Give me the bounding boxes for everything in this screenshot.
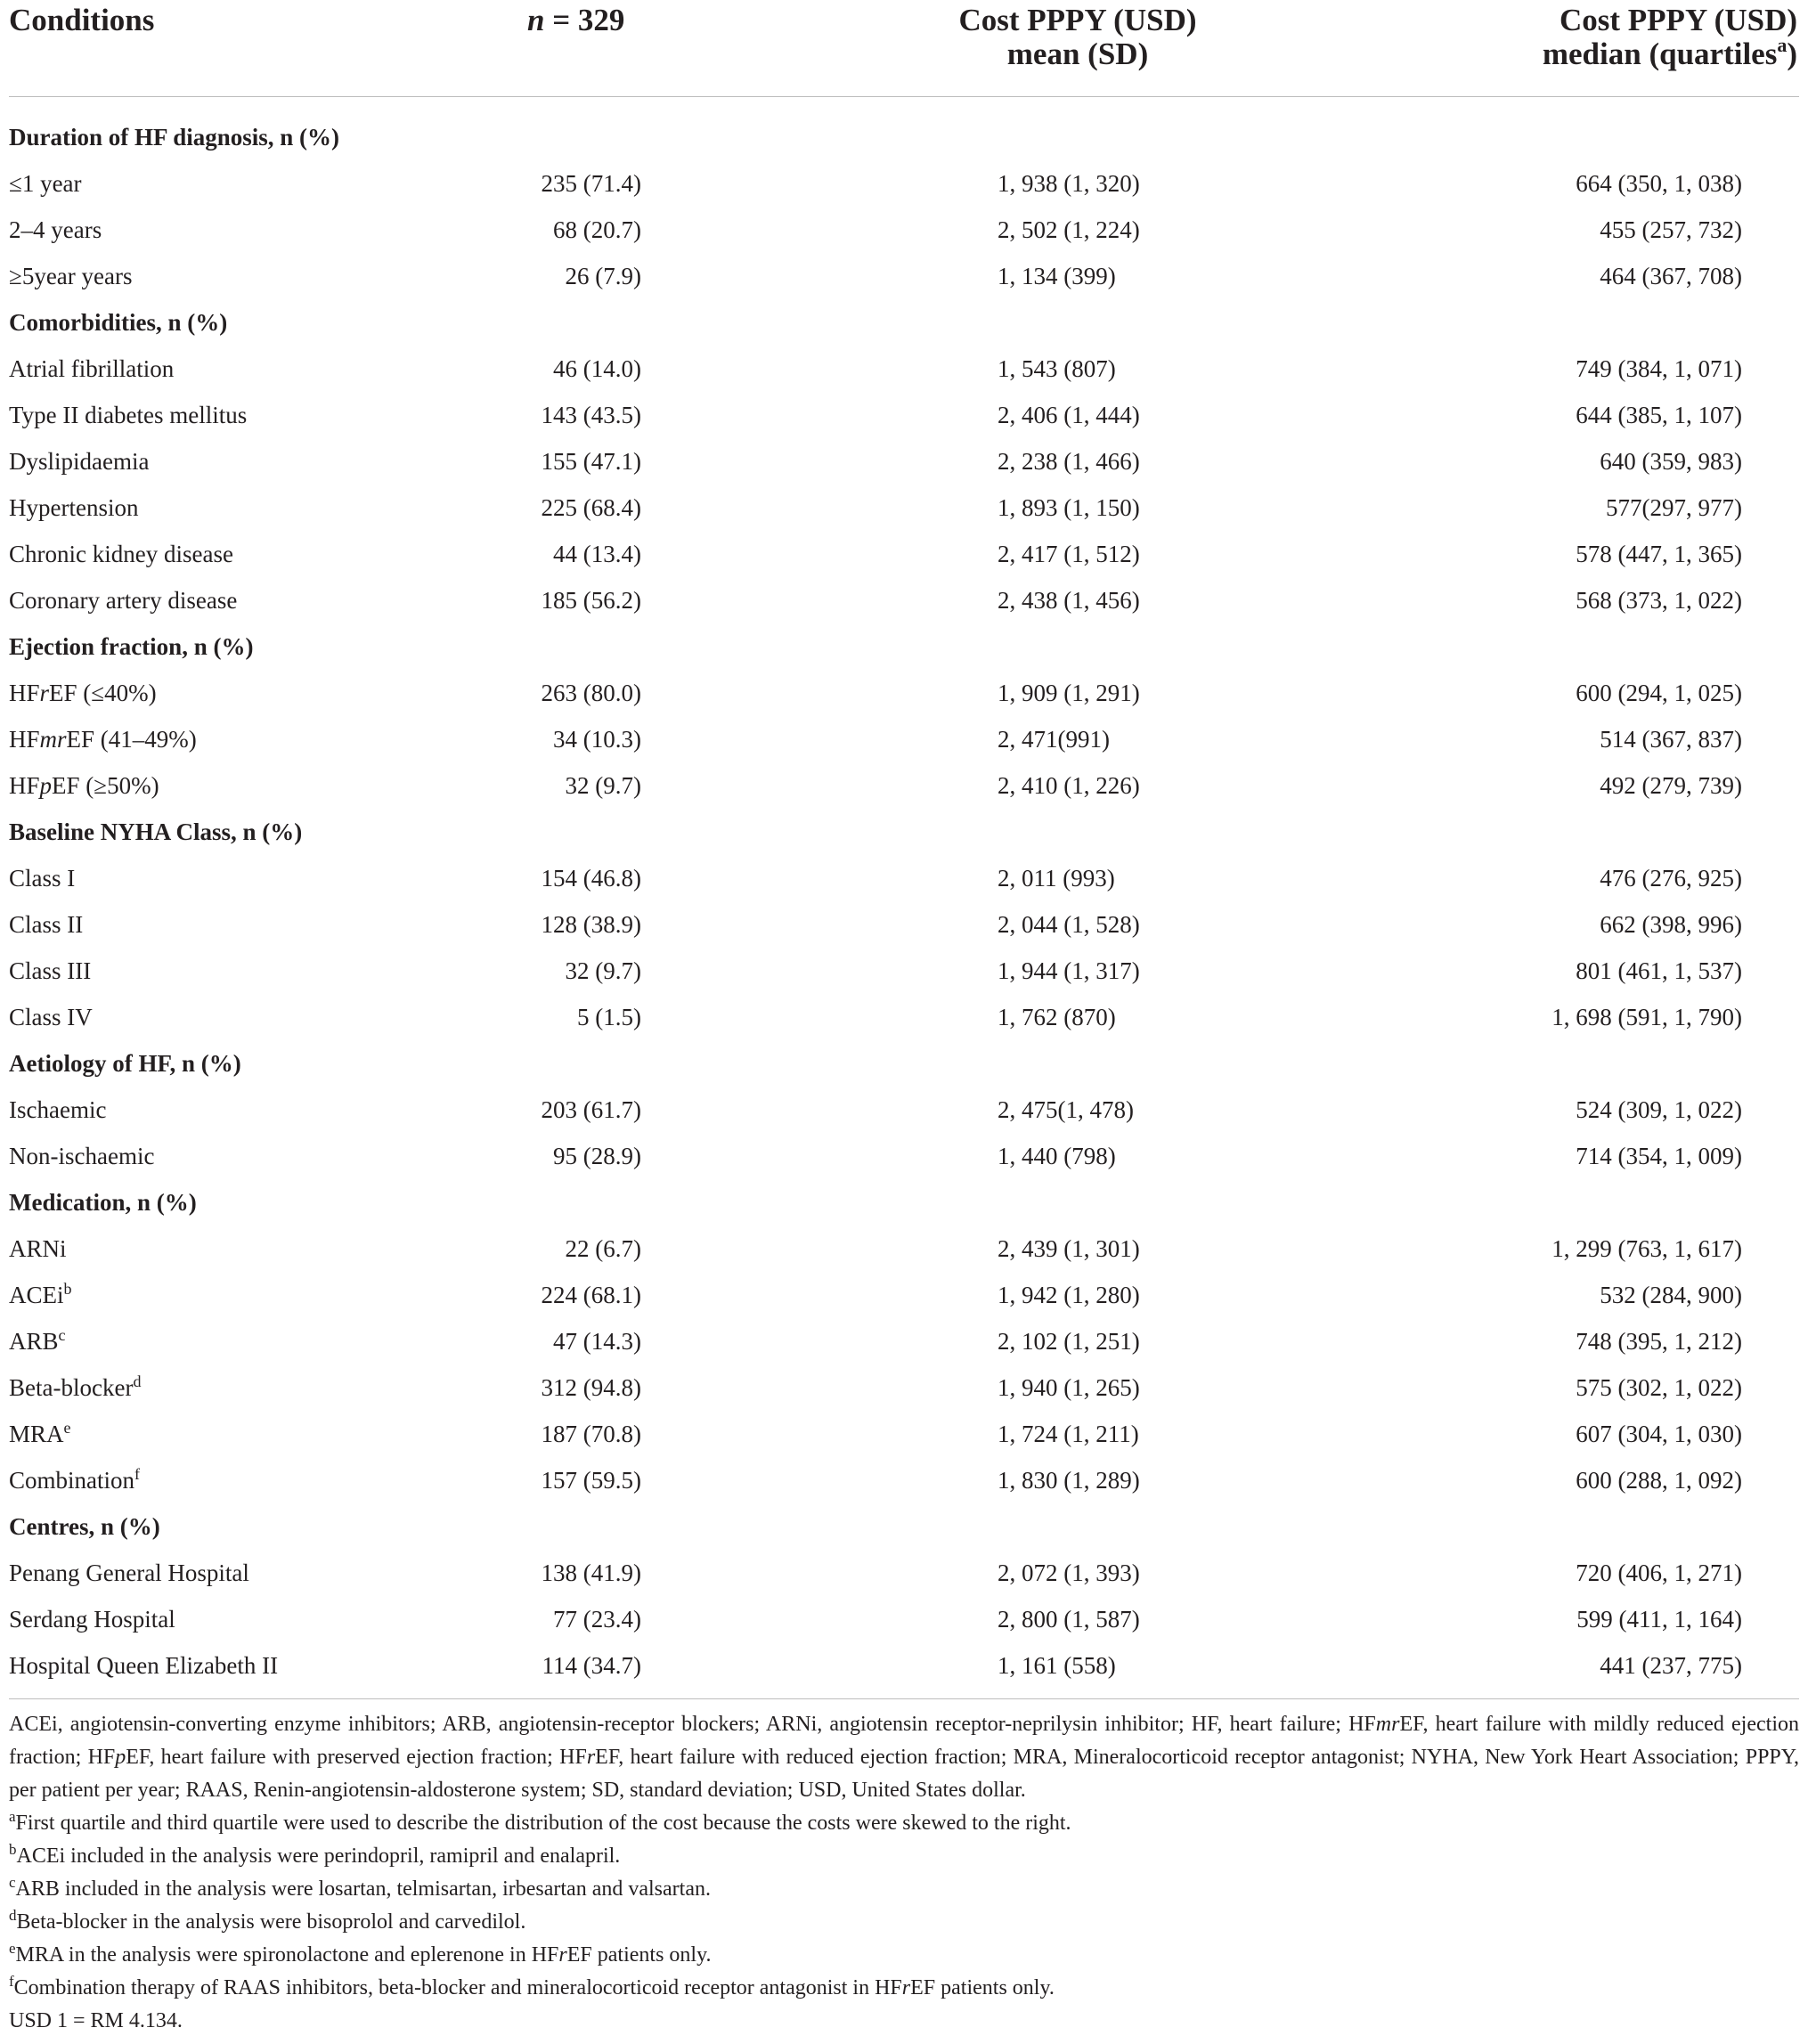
footnote-marker: e [63,1419,71,1437]
label-italic: p [39,772,53,799]
label-text: 2–4 years [9,216,102,243]
condition-label [9,716,197,762]
cost-median-cell: 749 (384, 1, 071) [1576,355,1742,382]
footnote-text: MRA in the analysis were spironolactone and eplerenone in HF [15,1943,559,1967]
section-title: Baseline NYHA Class, n (%) [9,818,303,845]
label-text: Class IV [9,1004,93,1030]
cost-mean-cell: 1, 161 (558) [998,1652,1116,1679]
count-percent-cell: 77 (23.4) [553,1606,641,1633]
cost-median-cell: 644 (385, 1, 107) [1576,402,1742,428]
cost-mean-cell: 2, 502 (1, 224) [998,216,1140,243]
label-text: Class II [9,911,84,938]
footnote-text: ACEi included in the analysis were perindopril, ramipril and enalapril. [16,1844,621,1868]
section-title: Centres, n (%) [9,1513,160,1540]
cost-mean-cell: 1, 543 (807) [998,355,1116,382]
condition-label [9,253,133,299]
label-text: Atrial fibrillation [9,355,175,382]
condition-label [9,1411,71,1457]
table-row [0,346,1808,392]
cost-mean-cell: 2, 800 (1, 587) [998,1606,1140,1633]
abbreviation-text: ACEi, angiotensin-converting enzyme inhibitors; ARB, angiotensin-receptor blockers; ARNi, angiotensin receptor-neprilysin inhibitor; HF, heart failure; HF [9,1713,1376,1736]
count-percent-cell: 95 (28.9) [553,1143,641,1169]
cost-median-cell: 600 (288, 1, 092) [1576,1467,1742,1494]
table-row [0,1272,1808,1318]
table-row [0,392,1808,438]
cost-mean-cell: 2, 102 (1, 251) [998,1328,1140,1355]
count-percent-cell: 224 (68.1) [541,1282,641,1308]
footnote-marker: b [9,1841,17,1858]
condition-label [9,1642,278,1689]
cost-median-cell: 532 (284, 900) [1600,1282,1742,1308]
table-row [0,762,1808,809]
footnote-marker: f [9,1973,14,1990]
count-percent-cell: 47 (14.3) [553,1328,641,1355]
cost-mean-cell: 1, 940 (1, 265) [998,1374,1140,1401]
table-row [0,531,1808,577]
footnote-text: EF patients only. [910,1976,1055,1999]
condition-label [9,346,174,392]
count-percent-cell: 157 (59.5) [541,1467,641,1494]
label-text: Chronic kidney disease [9,541,233,567]
condition-label [9,1133,154,1179]
count-percent-cell: 143 (43.5) [541,402,641,428]
table-row [0,1550,1808,1596]
footnote-text: Beta-blocker in the analysis were bisoprolol and carvedilol. [16,1910,526,1934]
label-text: EF (41–49%) [66,726,197,753]
cost-mean-cell: 1, 944 (1, 317) [998,957,1140,984]
footnote-text: USD 1 = RM 4.134. [9,2009,183,2032]
cost-median-cell: 492 (279, 739) [1600,772,1742,799]
abbreviation-text: EF, heart failure with reduced ejection fraction; MRA, Mineralocorticoid receptor antagonist; NYHA, New York Heart Association; PPPY, per patient per year; RAAS, Renin-angiotensin-aldosterone system; SD, standard deviation; USD, United States dollar. [9,1746,1800,1802]
condition-label [9,392,247,438]
section-title: Duration of HF diagnosis, n (%) [9,124,340,151]
footnote [9,2005,1799,2038]
condition-label [9,901,83,948]
cost-median-cell: 599 (411, 1, 164) [1576,1606,1742,1633]
cost-mean-cell: 2, 471(991) [998,726,1110,753]
header-n-value: = 329 [544,3,625,37]
section-title: Comorbidities, n (%) [9,309,228,336]
footnotes-list [9,1807,1799,2038]
count-percent-cell: 154 (46.8) [541,865,641,892]
label-text: Coronary artery disease [9,587,238,614]
header-sample-size [527,4,624,37]
section-header-row [0,1040,1808,1087]
condition-label [9,531,233,577]
count-percent-cell: 312 (94.8) [541,1374,641,1401]
cost-median-cell: 1, 698 (591, 1, 790) [1551,1004,1742,1030]
header-cost-median-line2 [1542,34,1797,71]
table-row [0,1364,1808,1411]
cost-mean-cell: 2, 011 (993) [998,865,1115,892]
condition-label [9,1087,106,1133]
cost-median-cell: 575 (302, 1, 022) [1576,1374,1742,1401]
label-text: ACEi [9,1282,64,1308]
cost-mean-cell: 1, 909 (1, 291) [998,680,1140,706]
table-row [0,901,1808,948]
cost-median-cell: 748 (395, 1, 212) [1576,1328,1742,1355]
cost-median-cell: 662 (398, 996) [1600,911,1742,938]
cost-mean-cell: 2, 238 (1, 466) [998,448,1140,475]
footnote-text: First quartile and third quartile were used to describe the distribution of the cost because the costs were skewed to the right. [15,1812,1071,1835]
table-row [0,1226,1808,1272]
table-row [0,948,1808,994]
count-percent-cell: 155 (47.1) [541,448,641,475]
label-text: EF (≤40%) [49,680,157,706]
table-row [0,1596,1808,1642]
cost-median-cell: 464 (367, 708) [1600,263,1742,289]
count-percent-cell: 22 (6.7) [565,1235,641,1262]
condition-label [9,207,102,253]
cost-mean-cell: 2, 439 (1, 301) [998,1235,1140,1262]
cost-median-cell: 714 (354, 1, 009) [1576,1143,1742,1169]
count-percent-cell: 34 (10.3) [553,726,641,753]
table-row [0,855,1808,901]
table-row [0,438,1808,485]
condition-label [9,1272,72,1318]
label-text: HF [9,680,40,706]
footnote-marker: b [63,1280,72,1298]
cost-mean-cell: 1, 938 (1, 320) [998,170,1140,197]
section-header-row [0,299,1808,346]
header-median-close: ) [1787,37,1797,71]
count-percent-cell: 263 (80.0) [541,680,641,706]
label-text: Combination [9,1467,134,1494]
count-percent-cell: 203 (61.7) [541,1096,641,1123]
abbreviation-text: EF, heart failure with mildly reduced ejection fraction; HF [9,1713,1799,1769]
count-percent-cell: 32 (9.7) [565,772,641,799]
table-row [0,1457,1808,1503]
cost-median-cell: 664 (350, 1, 038) [1576,170,1742,197]
section-title: Aetiology of HF, n (%) [9,1050,241,1077]
condition-label [9,160,82,207]
cost-median-cell: 441 (237, 775) [1600,1652,1742,1679]
abbreviation-italic: mr [1375,1713,1400,1736]
footnote [9,1807,1799,1840]
table-row [0,1642,1808,1689]
footnote [9,1840,1799,1873]
label-text: Ischaemic [9,1096,107,1123]
footnote [9,1972,1799,2005]
label-text: ≤1 year [9,170,82,197]
footnote [9,1873,1799,1906]
table-row [0,670,1808,716]
cost-median-cell: 720 (406, 1, 271) [1576,1559,1742,1586]
footnote-text: EF patients only. [566,1943,712,1967]
cost-mean-cell: 1, 440 (798) [998,1143,1116,1169]
header-cost-median-line1: Cost PPPY (USD) [1560,3,1797,37]
condition-label [9,438,149,485]
section-header-row [0,809,1808,855]
footnote [9,1939,1799,1972]
header-conditions: Conditions [9,3,155,37]
count-percent-cell: 5 (1.5) [577,1004,641,1030]
condition-label [9,1226,67,1272]
label-text: Penang General Hospital [9,1559,249,1586]
cost-mean-cell: 1, 893 (1, 150) [998,494,1140,521]
cost-mean-cell: 1, 942 (1, 280) [998,1282,1140,1308]
count-percent-cell: 114 (34.7) [542,1652,641,1679]
label-text: Serdang Hospital [9,1606,175,1633]
condition-label [9,1596,175,1642]
abbreviations-note [9,1708,1799,1807]
condition-label [9,994,93,1040]
cost-mean-cell: 2, 410 (1, 226) [998,772,1140,799]
condition-label [9,948,91,994]
header-n-symbol: n [527,3,545,37]
cost-median-cell: 524 (309, 1, 022) [1576,1096,1742,1123]
footnote-marker: a [1777,34,1788,56]
count-percent-cell: 44 (13.4) [553,541,641,567]
abbreviation-text: EF, heart failure with preserved ejection fraction; HF [126,1746,587,1769]
footnote-marker: a [9,1808,16,1825]
footnote-text: Combination therapy of RAAS inhibitors, beta-blocker and mineralocorticoid receptor antagonist in HF [13,1976,902,1999]
cost-median-cell: 514 (367, 837) [1600,726,1742,753]
table-row [0,1318,1808,1364]
cost-mean-cell: 1, 134 (399) [998,263,1116,289]
section-header-row [0,1503,1808,1550]
table-row [0,1133,1808,1179]
table-row [0,994,1808,1040]
count-percent-cell: 32 (9.7) [565,957,641,984]
condition-label [9,1550,249,1596]
count-percent-cell: 46 (14.0) [553,355,641,382]
cost-median-cell: 607 (304, 1, 030) [1576,1421,1742,1447]
label-text: ARB [9,1328,59,1355]
section-header-row [0,1179,1808,1226]
footnote-marker: d [9,1907,17,1924]
label-text: Class I [9,865,76,892]
abbreviation-italic: r [586,1746,596,1769]
table-row [0,716,1808,762]
label-text: MRA [9,1421,64,1447]
label-text: Beta-blocker [9,1374,134,1401]
header-median-text: median (quartiles [1542,37,1778,71]
table-row [0,577,1808,623]
label-italic: mr [39,726,67,753]
footnote-marker: c [58,1326,66,1344]
cost-median-cell: 568 (373, 1, 022) [1576,587,1742,614]
count-percent-cell: 185 (56.2) [541,587,641,614]
count-percent-cell: 187 (70.8) [541,1421,641,1447]
cost-mean-cell: 2, 044 (1, 528) [998,911,1140,938]
label-text: HF [9,772,40,799]
condition-label [9,1457,140,1503]
header-cost-mean [908,4,1247,71]
cost-median-cell: 600 (294, 1, 025) [1576,680,1742,706]
table-row [0,253,1808,299]
cost-mean-cell: 2, 406 (1, 444) [998,402,1140,428]
table-row [0,207,1808,253]
footnote-italic: r [558,1943,567,1967]
count-percent-cell: 138 (41.9) [541,1559,641,1586]
cost-median-cell: 577(297, 977) [1606,494,1742,521]
label-text: Type II diabetes mellitus [9,402,248,428]
cost-mean-cell: 1, 724 (1, 211) [998,1421,1139,1447]
condition-label [9,1364,141,1411]
footnote-italic: r [901,1976,911,1999]
count-percent-cell: 128 (38.9) [541,911,641,938]
footnote-text: ARB included in the analysis were losartan, telmisartan, irbesartan and valsartan. [15,1877,711,1901]
count-percent-cell: 68 (20.7) [553,216,641,243]
section-title: Ejection fraction, n (%) [9,633,254,660]
table-row [0,160,1808,207]
cost-median-cell: 476 (276, 925) [1600,865,1742,892]
count-percent-cell: 225 (68.4) [541,494,641,521]
label-text: Class III [9,957,92,984]
abbreviation-italic: p [115,1746,126,1769]
condition-label [9,485,138,531]
cost-mean-cell: 2, 475(1, 478) [998,1096,1134,1123]
label-italic: r [39,680,50,706]
header-cost-median [1543,4,1797,71]
cost-mean-cell: 2, 072 (1, 393) [998,1559,1140,1586]
table-row [0,1087,1808,1133]
label-text: ARNi [9,1235,67,1262]
table-bottom-divider [9,1698,1799,1699]
table-row [0,485,1808,531]
table-body [0,114,1808,1689]
cost-mean-cell: 1, 830 (1, 289) [998,1467,1140,1494]
footnote-marker: d [133,1372,142,1390]
footnote [9,1906,1799,1939]
cost-mean-cell: 2, 438 (1, 456) [998,587,1140,614]
label-text: Non-ischaemic [9,1143,155,1169]
cost-median-cell: 1, 299 (763, 1, 617) [1551,1235,1742,1262]
condition-label [9,577,237,623]
table-row [0,1411,1808,1457]
count-percent-cell: 235 (71.4) [541,170,641,197]
table-notes [9,1708,1799,2038]
cost-median-cell: 801 (461, 1, 537) [1576,957,1742,984]
header-cost-mean-line2: mean (SD) [1006,37,1149,71]
header-divider [9,96,1799,97]
label-text: Hospital Queen Elizabeth II [9,1652,279,1679]
label-text: EF (≥50%) [52,772,159,799]
condition-label [9,1318,66,1364]
cost-median-cell: 640 (359, 983) [1600,448,1742,475]
cost-median-cell: 455 (257, 732) [1600,216,1742,243]
label-text: ≥5year years [9,263,133,289]
condition-label [9,855,75,901]
label-text: Hypertension [9,494,139,521]
section-title: Medication, n (%) [9,1189,197,1216]
cost-median-cell: 578 (447, 1, 365) [1576,541,1742,567]
table-header [0,0,1808,98]
footnote-marker: f [134,1465,140,1483]
header-cost-mean-line1: Cost PPPY (USD) [958,3,1197,37]
condition-label [9,670,157,716]
label-text: HF [9,726,40,753]
section-header-row [0,623,1808,670]
cost-mean-cell: 1, 762 (870) [998,1004,1116,1030]
condition-label [9,762,159,809]
cost-mean-cell: 2, 417 (1, 512) [998,541,1140,567]
footnote-marker: e [9,1940,16,1957]
label-text: Dyslipidaemia [9,448,150,475]
section-header-row [0,114,1808,160]
count-percent-cell: 26 (7.9) [565,263,641,289]
footnote-marker: c [9,1874,16,1891]
